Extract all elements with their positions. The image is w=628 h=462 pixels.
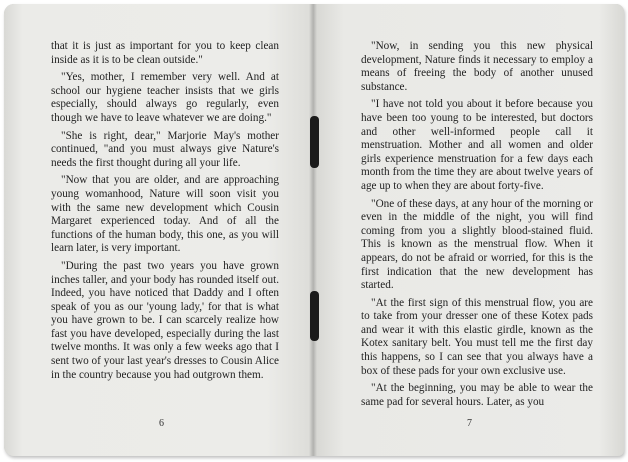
paragraph: that it is just as important for you to keep clean inside as it is to be clean outside." [51,40,279,66]
paragraph: "Now that you are older, and are approaching young womanhood, Nature will soon visit you with the same new development which Cousin Margaret experienced today. And of all the functions of the human body, this one, as you will learn later, is very important. [51,174,279,255]
left-page [4,4,313,456]
staple-top [310,116,319,168]
paragraph: "During the past two years you have grown inches taller, and your body has rounded itself out. Indeed, you have noticed that Daddy and I often speak of you as our 'young lady,' for that is what you have grown to be. I can scarcely realize how fast you have developed, especially during the last twelve months. It was only a few weeks ago that I sent two of your last year's dresses to Cousin Alice in the country because you had outgrown them. [51,259,279,381]
paragraph: "One of these days, at any hour of the morning or even in the middle of the night, you will find coming from you a slightly blood-stained fluid. This is known as the menstrual flow. When it appears, do not be afraid or worried, for this is the first indication that the new development has started. [361,197,593,292]
paragraph: "She is right, dear," Marjorie May's mother continued, "and you must always give Nature's needs the first thought during all your life. [51,129,279,169]
page-number: 6 [159,418,164,429]
book-spine [309,4,317,456]
paragraph: "Yes, mother, I remember very well. And at school our hygiene teacher insists that we girls especially, should always go regularly, even though we have to leave whatever we are doing." [51,71,279,124]
booklet-spread [4,4,624,456]
paragraph: "At the beginning, you may be able to wear the same pad for several hours. Later, as you [361,382,593,408]
staple-bottom [310,291,319,341]
left-page-text [51,40,279,386]
right-page [313,4,624,456]
paragraph: "At the first sign of this menstrual flow, you are to take from your dresser one of these Kotex pads and wear it with this elastic girdle, known as the Kotex sanitary belt. You must tell me the first day this happens, so I can see that you always have a box of these pads for your own exclusive use. [361,296,593,377]
page-number: 7 [467,418,472,429]
paragraph: "I have not told you about it before because you have been too young to be interested, but doctors and other well-informed people call it menstruation. Mother and all women and older girls experience menstruation for a few days each month from the time they are about twelve years of age up to when they are about forty-five. [361,98,593,192]
paragraph: "Now, in sending you this new physical development, Nature finds it necessary to employ a means of freeing the body of another unused substance. [361,40,593,93]
right-page-text [361,40,593,413]
